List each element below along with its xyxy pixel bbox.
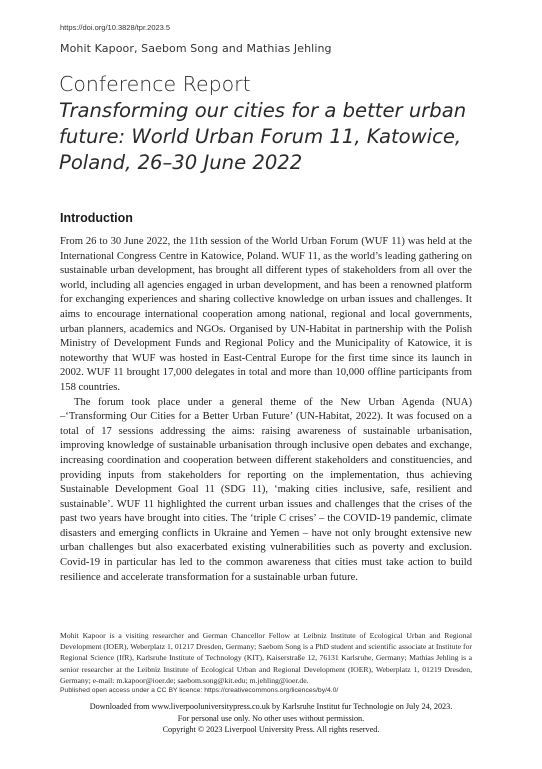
download-notice <box>0 701 542 736</box>
author-list: Mohit Kapoor, Saebom Song and Mathias Jehling <box>60 42 332 55</box>
download-notice-line: For personal use only. No other uses without permission. <box>177 713 365 723</box>
download-notice-line: Copyright © 2023 Liverpool University Press. All rights reserved. <box>162 725 380 734</box>
download-notice-line: Downloaded from www.liverpooluniversitypress.co.uk by Karlsruhe Institut fur Technologie on July 24, 2023. <box>89 702 453 711</box>
section-body <box>60 235 472 585</box>
section-heading: Introduction <box>60 211 133 225</box>
doi-link[interactable]: https://doi.org/10.3828/tpr.2023.5 <box>60 23 171 32</box>
body-paragraph: From 26 to 30 June 2022, the 11th session of the World Urban Forum (WUF 11) was held at the International Congress Centre in Katowice, Poland. WUF 11, as the world’s leading gathering on sustainable urban development, has brought all different types of stakeholders from all over the world, including all agencies engaged in urban development, and has been a renowned platform for exchanging experiences and sharing collective knowledge on urban issues and challenges. It aims to encourage international cooperation among national, regional and local governments, urban planners, academics and NGOs. Organised by UN-Habitat in partnership with the Polish Ministry of Development Funds and Regional Policy and the Municipality of Katowice, it is noteworthy that WUF was hosted in East-Central Europe for the first time since its launch in 2002. WUF 11 brought 17,000 delegates in total and more than 10,000 offline participants from 158 countries. <box>60 236 472 393</box>
article-title: Transforming our cities for a better urban future: World Urban Forum 11, Katowice, Poland, 26–30 June 2022 <box>59 99 467 174</box>
license-notice: Published open access under a CC BY licence: https://creativecommons.org/licences/by/4.0/ <box>60 687 339 694</box>
author-affiliation-footnote: Mohit Kapoor is a visiting researcher and German Chancellor Fellow at Leibniz Institute of Ecological Urban and Regional Development (IOER), Weberplatz 1, 01217 Dresden, Germany; Saebom Song is a PhD student and scientific associate at Institute for Regional Science (IfR), Karlsruhe Institute of Technology (KIT), Kaiserstraße 12, 76131 Karlsruhe, Germany; Mathias Jehling is a senior researcher at the Leibniz Institute of Ecological Urban and Regional Development (IOER), Weberplatz 1, 01219 Dresden, Germany; e-mail: m.kapoor@ioer.de; saebom.song@kit.edu; m.jehling@ioer.de. <box>60 631 472 685</box>
body-paragraph: The forum took place under a general theme of the New Urban Agenda (NUA) –‘Transforming Our Cities for a Better Urban Future’ (UN-Habitat, 2022). It was focused on a total of 17 sessions addressing the aims: raising awareness of sustainable urbanisation, improving knowledge of sustainable urbanisation through inclusive open debates and exchange, increasing coordination and cooperation between different stakeholders and constituencies, and providing inputs from stakeholders for reporting on the implementation, thus achieving Sustainable Development Goal 11 (SDG 11), ‘making cities inclusive, safe, resilient and sustainable’. WUF 11 highlighted the current urban issues and challenges that the crises of the past two years have brought into cities. The ‘triple C crises’ – the COVID-19 pandemic, climate disasters and emerging conflicts in Ukraine and Yemen – have not only brought extensive new urban challenges but also exacerbated existing vulnerabilities such as poverty and exclusion. Covid-19 in particular has led to the common awareness that cities must take action to build resilience and accelerate transformation for a sustainable urban future. <box>60 396 472 583</box>
article-type-label: Conference Report <box>59 72 251 96</box>
